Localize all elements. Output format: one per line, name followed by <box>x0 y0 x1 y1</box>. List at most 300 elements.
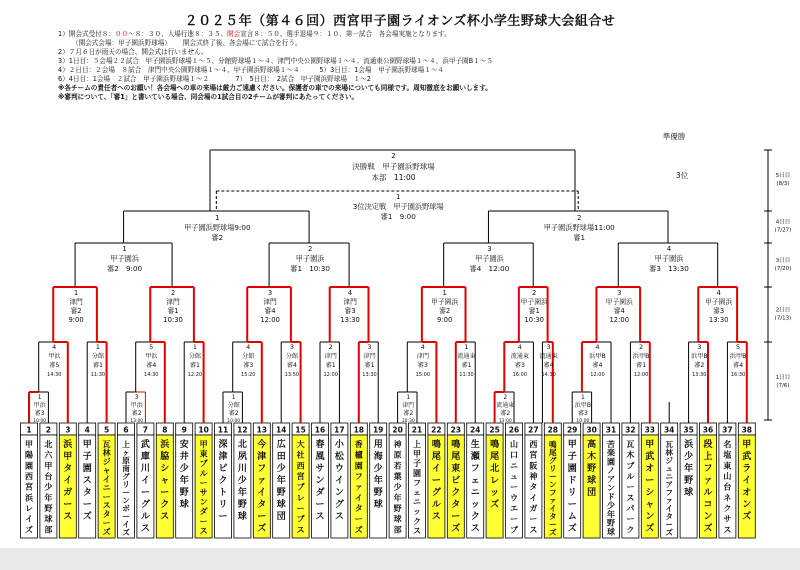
match-umpire: 審3 13:30 <box>649 264 689 273</box>
team-name-char: ン <box>645 512 655 522</box>
team-name-char: ネ <box>723 493 732 503</box>
team-name-char: ス <box>102 501 111 511</box>
team-name-char: ュ <box>665 464 673 473</box>
match-number: 2 <box>170 289 176 297</box>
match-umpire: 審3 <box>713 307 725 315</box>
team-name-char: ー <box>567 500 577 510</box>
team-name-cell <box>680 435 697 538</box>
team-name-char: ブ <box>510 525 518 535</box>
match-number: 2 <box>639 343 644 351</box>
team-name-char: ズ <box>354 525 363 535</box>
match-time: 11:30 <box>90 372 106 378</box>
match-time: 12:00 <box>260 316 280 324</box>
team-name-char: ク <box>160 500 170 510</box>
team-name-char: 球 <box>179 500 189 510</box>
team-name-char: 球 <box>587 476 597 486</box>
team-name-char: ー <box>296 504 305 513</box>
bracket-label: 1 <box>231 394 236 401</box>
day-date: (7/13) <box>774 315 792 322</box>
team-name-char: 年 <box>684 464 694 474</box>
team-name-char: ス <box>626 493 635 503</box>
team-name-char: 甲 <box>82 440 92 450</box>
team-name-char: ノ <box>607 466 615 476</box>
team-name-char: 少 <box>179 464 189 474</box>
team-name-char: ダ <box>315 488 325 498</box>
match-number: 3 <box>617 289 622 297</box>
team-name-char: ダ <box>199 507 208 517</box>
match-umpire: 審1 <box>167 307 179 315</box>
team-name-char: ニ <box>413 497 421 507</box>
team-name-char: ス <box>334 512 344 522</box>
team-name-char: 海 <box>373 452 383 462</box>
team-name-char: フ <box>354 472 363 481</box>
team-name-char: 野 <box>237 500 247 510</box>
team-number: 28 <box>547 425 559 435</box>
team-name-char: 球 <box>607 527 615 537</box>
day-label: 2日目 <box>775 307 791 314</box>
match-time: 9:00 <box>437 316 453 324</box>
team-name-char: ズ <box>742 512 752 522</box>
match-venue: 津門 <box>166 298 180 306</box>
team-name-char: ァ <box>549 496 557 505</box>
match-venue: 津門 <box>416 353 430 360</box>
match-number: 4 <box>666 245 672 253</box>
team-name-char: ニ <box>665 472 673 481</box>
team-number: 8 <box>162 425 168 435</box>
match-time: 13:30 <box>362 372 377 378</box>
team-name-char: 夙 <box>237 452 247 462</box>
team-name-char: 瓦 <box>102 440 111 449</box>
team-name-char: 楽 <box>607 448 615 458</box>
team-name-char: 小 <box>334 440 344 450</box>
team-name-char: 子 <box>413 459 421 469</box>
team-name-char: 神 <box>529 472 538 481</box>
match-umpire: 審1 <box>461 362 472 369</box>
match-time: 16:00 <box>512 372 528 378</box>
team-name-char: 宮 <box>25 482 33 492</box>
team-name-char: イ <box>334 476 344 486</box>
match-number: 1 <box>215 214 220 222</box>
match-venue: 甲子園浜野球場9:00 <box>184 223 251 232</box>
team-name-char: ス <box>82 476 92 486</box>
match-time: 14:30 <box>541 372 556 378</box>
match-umpire: 審2 <box>131 410 142 417</box>
team-name-cell <box>273 435 290 538</box>
match-venue: 甲子園浜 <box>705 298 733 306</box>
match-time: 13:30 <box>340 316 360 324</box>
team-name-char: 苦 <box>607 440 615 449</box>
match-venue: 津門 <box>343 298 357 306</box>
team-name-char: 山 <box>723 472 732 481</box>
team-name-char: ー <box>529 514 538 524</box>
team-name-char: 葉 <box>393 472 402 481</box>
team-name-char: 大 <box>296 440 305 449</box>
team-name-char: 野 <box>276 488 286 498</box>
team-name-char: 球 <box>237 512 247 522</box>
team-name-char: ー <box>354 514 363 524</box>
match-venue: 分館 <box>242 353 255 360</box>
team-name-char: 田 <box>276 452 286 462</box>
team-name-char: 子 <box>82 452 92 462</box>
match-umpire: 審3 <box>344 307 356 315</box>
team-name-char: 野 <box>587 464 597 474</box>
team-name-char: 宮 <box>529 450 538 460</box>
day-date: (7/6) <box>776 383 790 389</box>
team-name-char: 瓦 <box>626 440 635 449</box>
match-time: 12:00 <box>323 372 338 378</box>
team-name-char: 木 <box>587 452 597 462</box>
team-name-char: 甲 <box>567 440 577 450</box>
team-name-cell <box>467 435 484 538</box>
team-name-char: ウ <box>334 464 344 474</box>
match-umpire: 審2 <box>211 233 224 242</box>
team-name-char: ー <box>510 514 518 524</box>
bracket-label: 10:00 <box>227 419 241 424</box>
note-line-7: ※審判について、「審1」と書いている場合、同会場の1試合目の2チームが審判にあたってください。 <box>58 93 359 101</box>
team-name-char: リ <box>218 500 228 510</box>
team-name-char: 甲 <box>645 440 655 450</box>
team-name-char: 井 <box>179 452 189 462</box>
team-name-char: 浜 <box>25 493 33 503</box>
team-name-char: 武 <box>742 452 752 462</box>
match-umpire: 審2 <box>439 307 451 315</box>
team-name-char: 浜 <box>684 440 694 450</box>
match-time: 10:30 <box>163 316 183 324</box>
match-time: 12:00 <box>590 372 605 378</box>
match-umpire: 審4 <box>286 362 297 369</box>
team-number: 9 <box>181 425 187 435</box>
team-name-char: 六 <box>44 450 53 460</box>
team-name-char: 尾 <box>451 452 461 462</box>
match-number: 2 <box>328 343 333 351</box>
team-name-char: 津 <box>218 452 228 462</box>
match-venue: 浜甲B <box>574 402 591 409</box>
match-number: 1 <box>442 289 447 297</box>
team-number: 1 <box>26 425 32 435</box>
team-name-char: タ <box>63 464 73 474</box>
team-name-char: リ <box>549 464 557 473</box>
team-name-cell <box>700 435 717 538</box>
team-name-char: ー <box>102 492 111 502</box>
team-name-char: 園 <box>607 457 615 467</box>
team-name-char: ビ <box>451 476 461 486</box>
match-time: 10:30 <box>401 419 415 424</box>
team-name-char: ン <box>334 488 344 498</box>
team-name-char: ー <box>160 488 170 498</box>
team-name-char: 西 <box>25 472 33 481</box>
team-name-char: ー <box>645 476 655 486</box>
team-name-char: 園 <box>25 461 33 471</box>
team-name-char: 甲 <box>25 440 33 449</box>
day-date: (8/3) <box>776 181 790 187</box>
team-name-char: 風 <box>315 452 325 462</box>
team-name-char: ス <box>296 525 305 535</box>
match-number: 1 <box>122 245 127 253</box>
team-name-char: 球 <box>373 500 383 510</box>
team-name-char: 尾 <box>490 452 500 462</box>
team-name-char: 若 <box>393 461 402 471</box>
team-name-char: グ <box>140 500 150 510</box>
team-name-char: フ <box>665 488 673 497</box>
team-name-char: ウ <box>510 493 518 503</box>
match-umpire: 審4 <box>592 362 603 369</box>
match-number: 1 <box>95 343 100 351</box>
team-name-char: ド <box>567 476 577 486</box>
team-name-char: ズ <box>25 525 33 535</box>
team-name-char: 庫 <box>140 452 150 462</box>
team-number: 38 <box>741 425 753 435</box>
note-line-4: 4）２日目：２会場 ８試合 津門中央公園野球場１～４、甲子園浜野球場１～４ 5）3日目：1会場 甲子園浜野球場１～４ <box>58 66 445 74</box>
match-venue: 甲子園浜野球場11:00 <box>543 223 615 232</box>
team-name-char: フ <box>549 488 557 497</box>
match-time: 9:00 <box>68 316 84 324</box>
team-name-cell <box>234 435 251 538</box>
team-name-char: 口 <box>510 450 518 460</box>
team-name-char: ァ <box>354 482 363 492</box>
team-name-cell <box>486 435 503 538</box>
match-venue: 甲子園浜 <box>431 298 459 306</box>
team-name-char: イ <box>140 476 150 486</box>
team-name-char: タ <box>354 504 363 513</box>
team-name-char: 野 <box>373 488 383 498</box>
team-name-char: 塩 <box>723 450 732 460</box>
team-name-char: ク <box>470 512 480 522</box>
team-name-char: ニ <box>510 461 518 471</box>
match-umpire: 審3 <box>243 362 254 369</box>
match-number: 4 <box>347 289 353 297</box>
team-name-char: 部 <box>393 525 402 535</box>
team-name-cell <box>564 435 581 538</box>
team-name-char: ヶ <box>122 448 130 457</box>
team-name-char: ル <box>703 488 713 498</box>
team-name-char: ス <box>315 512 325 522</box>
team-name-char: 香 <box>354 440 363 449</box>
team-name-char: 少 <box>373 464 383 474</box>
team-number: 29 <box>566 425 578 435</box>
match-venue: 浜甲B <box>589 353 606 360</box>
team-name-char: イ <box>63 476 73 486</box>
team-name-char: 少 <box>276 464 286 474</box>
team-name-char: 尾 <box>549 448 557 457</box>
team-name-char: 尾 <box>431 452 441 462</box>
match-time: 14:30 <box>144 372 159 378</box>
team-name-char: 川 <box>237 464 247 474</box>
team-name-char: 東 <box>451 464 461 474</box>
team-name-char: グ <box>431 488 441 498</box>
match-umpire: 審2 <box>500 410 511 417</box>
team-name-char: ー <box>63 500 73 510</box>
team-name-char: ェ <box>413 488 421 497</box>
match-number: 3 <box>134 394 139 401</box>
team-name-char: ガ <box>529 504 538 513</box>
team-name-char: 林 <box>102 448 111 458</box>
match-umpire: 審1 <box>573 233 586 242</box>
team-name-cell <box>312 435 329 538</box>
match-venue: 分館 <box>91 353 105 360</box>
match-number: 1 <box>464 343 469 351</box>
team-name-char: ル <box>199 468 208 478</box>
team-name-char: イ <box>665 504 673 513</box>
match-umpire: 審5 <box>49 362 60 369</box>
team-name-char: ー <box>218 512 228 522</box>
team-name-char: 上 <box>413 440 421 449</box>
team-name-char: 上 <box>703 452 713 462</box>
champion-label: 準優勝 <box>662 132 686 141</box>
match-number: 5 <box>736 343 741 351</box>
team-number: 31 <box>605 425 617 435</box>
team-name-char: 甲 <box>199 440 208 449</box>
team-name-char: ス <box>431 512 441 522</box>
match-number: 4 <box>595 343 600 351</box>
team-name-char: ク <box>723 504 732 513</box>
match-venue: 甲浜 <box>145 353 158 360</box>
bracket-label: 審2 <box>228 410 239 417</box>
note-line-1b: （開会式会場：甲子園浜野球場） 開会式終了後、各会場にて試合を行う。 <box>72 39 302 47</box>
match-number: 3 <box>267 289 273 297</box>
team-name-char: ル <box>140 512 150 522</box>
team-name-char: ブ <box>296 482 305 492</box>
team-name-char: ド <box>607 492 615 502</box>
team-name-char: 東 <box>199 449 208 459</box>
team-name-char: ャ <box>645 500 655 510</box>
team-name-char: ニ <box>470 488 480 498</box>
match-number: 1 <box>37 394 42 401</box>
team-name-char: 少 <box>393 482 402 492</box>
match-number: 2 <box>503 394 508 401</box>
match-umpire: 審3 <box>514 362 525 369</box>
team-number: 36 <box>702 425 714 435</box>
team-name-char: 瀬 <box>470 452 480 462</box>
team-name-char: 武 <box>645 452 655 462</box>
team-number: 20 <box>392 425 403 435</box>
team-name-char: 鳴 <box>451 440 461 450</box>
team-name-char: 川 <box>140 464 150 474</box>
match-number: 4 <box>420 343 425 351</box>
team-name-char: ス <box>140 524 150 534</box>
team-name-cell <box>176 435 193 538</box>
team-name-char: 阪 <box>529 461 538 471</box>
team-name-char: ッ <box>490 488 500 498</box>
match-venue: 流通東 <box>510 353 530 360</box>
match-time: 12:20 <box>187 372 203 378</box>
match-time: 13:30 <box>708 316 729 324</box>
team-number: 12 <box>237 425 248 435</box>
team-name-char: 林 <box>665 448 673 457</box>
team-name-char: ス <box>160 512 170 522</box>
team-name-char: ン <box>315 476 325 486</box>
note-line-1: 1）開会式受付８：００～８：３０、入場行進８：３５、開会宣言８：５０、選手退場９：１０、第一試合 各会場実施となります。 <box>58 30 451 38</box>
match-umpire: 審1 <box>189 362 200 369</box>
team-name-char: タ <box>549 512 557 521</box>
team-name-char: ー <box>122 488 130 497</box>
team-name-char: 球 <box>684 488 694 498</box>
team-name-char: タ <box>451 500 461 510</box>
match-number: 3 <box>697 343 702 351</box>
match-number: 4 <box>52 343 57 351</box>
team-name-char: ー <box>122 512 130 521</box>
page-title: ２０２５年（第４６回）西宮甲子園ライオンズ杯小学生野球大会組合せ <box>184 14 616 29</box>
team-name-char: ー <box>549 520 557 529</box>
match-umpire: 審1 10:30 <box>290 264 330 273</box>
footer-bar <box>0 548 800 570</box>
team-number: 37 <box>722 425 733 435</box>
team-name-char: タ <box>82 488 92 498</box>
team-name-char: 西 <box>296 461 305 471</box>
team-name-char: ズ <box>703 524 713 534</box>
team-name-char: フ <box>470 464 480 474</box>
team-name-char: 春 <box>315 440 325 450</box>
team-name-char: ス <box>63 512 73 522</box>
team-name-char: 園 <box>354 461 363 471</box>
team-name-char: レ <box>490 476 500 486</box>
team-name-cell <box>641 435 658 538</box>
team-number: 3 <box>65 425 71 435</box>
team-name-char: 広 <box>276 440 286 450</box>
team-name-char: ク <box>218 476 228 486</box>
team-name-cell <box>79 435 96 538</box>
team-name-char: ェ <box>470 476 480 486</box>
team-name-char: 園 <box>82 464 92 474</box>
match-venue: 甲子園浜 <box>654 254 684 263</box>
team-name-char: ズ <box>451 524 461 534</box>
team-name-char: コ <box>703 500 713 510</box>
team-name-char: ャ <box>160 476 170 486</box>
match-venue: 甲子園浜 <box>110 254 139 263</box>
team-name-char: オ <box>742 488 752 498</box>
team-name-char: 年 <box>393 493 402 503</box>
team-name-char: 段 <box>703 440 713 450</box>
team-name-char: ク <box>626 525 635 535</box>
team-name-char: ズ <box>665 528 673 537</box>
match-venue: 甲浜 <box>33 402 46 409</box>
team-name-char: ー <box>626 482 635 492</box>
team-name-char: 甲 <box>413 449 421 459</box>
team-name-char: ガ <box>63 488 73 498</box>
team-name-char: イ <box>102 474 111 484</box>
day-date: (7/27) <box>774 227 792 234</box>
team-number: 16 <box>314 425 326 435</box>
team-name-char: ュ <box>510 472 518 481</box>
team-number: 34 <box>663 425 675 435</box>
team-name-char: 年 <box>44 493 53 503</box>
team-name-char: 少 <box>607 501 615 511</box>
team-number: 30 <box>586 425 597 435</box>
match-venue: 分館 <box>188 353 202 360</box>
team-name-char: サ <box>723 514 732 524</box>
team-number: 26 <box>508 425 520 435</box>
match-number: 2 <box>307 245 313 253</box>
team-name-char: ー <box>199 478 208 488</box>
team-name-char: ズ <box>82 512 92 522</box>
match-number: 4 <box>517 343 522 351</box>
team-number: 35 <box>683 425 694 435</box>
team-name-char: 野 <box>393 504 402 513</box>
team-name-char: ー <box>665 520 673 529</box>
match-time: 13:00 <box>130 419 144 424</box>
team-number: 5 <box>103 425 110 435</box>
team-number: 6 <box>123 425 129 435</box>
match-venue: 甲浜 <box>130 402 143 409</box>
match-venue: 流通東 <box>457 353 476 360</box>
team-number: 2 <box>45 425 52 435</box>
match-umpire: 審1 <box>636 362 647 369</box>
team-name-char: ァ <box>257 476 267 486</box>
team-name-char: ズ <box>122 528 130 537</box>
bracket-label: 1 <box>396 193 401 201</box>
team-name-char: オ <box>645 464 655 474</box>
match-venue: 津門 <box>69 298 83 306</box>
match-umpire: 審4 <box>146 362 157 369</box>
